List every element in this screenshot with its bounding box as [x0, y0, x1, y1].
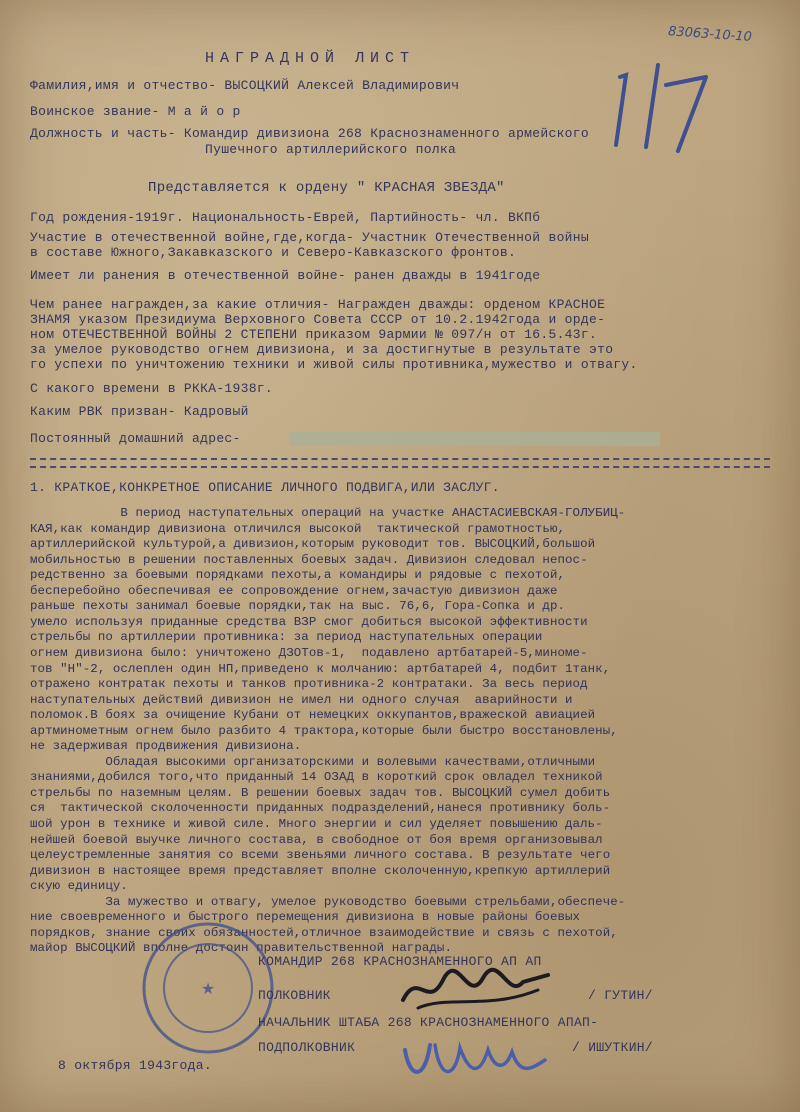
field-awards-4: за умелое руководство огнем дивизиона, и за достигнутые в результате это — [30, 342, 614, 357]
commander-rank: ПОЛКОВНИК — [258, 988, 331, 1003]
field-unit: Пушечного артиллерийского полка — [205, 142, 457, 157]
description-line: поломок.В боях за очищение Кубани от немецких оккупантов,вражеской авиацией — [30, 708, 596, 723]
description-line: наступательных действий дивизион не имел ни одного случая аварийности и — [30, 692, 573, 707]
description-line: редственно за боевыми порядками пехоты,а командиры и рядовые с пехотой, — [30, 568, 566, 583]
field-rank: Воинское звание- М а й о р — [30, 104, 241, 119]
document-title: НАГРАДНОЙ ЛИСТ — [205, 50, 416, 67]
field-name: Фамилия,имя и отчество- ВЫСОЦКИЙ Алексей Владимирович — [30, 78, 460, 93]
field-awards-3: ном ОТЕЧЕСТВЕННОЙ ВОЙНЫ 2 СТЕПЕНИ приказом 9армии № 097/н от 16.5.43г. — [30, 327, 598, 342]
field-position: Должность и часть- Командир дивизиона 268 Краснознаменного армейского — [30, 126, 589, 141]
field-awards-2: ЗНАМЯ указом Президиума Верховного Совета СССР от 10.2.1942года и орде- — [30, 312, 606, 327]
field-draft-office: Каким РВК призван- Кадровый — [30, 404, 249, 419]
field-home-address: Постоянный домашний адрес- — [30, 431, 241, 446]
chief-of-staff-rank: ПОДПОЛКОВНИК — [258, 1040, 356, 1055]
description-line: артиллерийской культурой,а дивизион,которым руководит тов. ВЫСОЦКИЙ,большой — [30, 537, 596, 552]
field-birth: Год рождения-1919г. Национальность-Еврей, Партийность- чл. ВКПб — [30, 210, 541, 225]
field-awards: Чем ранее награжден,за какие отличия- Награжден дважды: орденом КРАСНОЕ — [30, 297, 606, 312]
description-line: шой урон в технике и живой силе. Много энергии и сил уделяет повышению даль- — [30, 817, 603, 831]
archive-number: 83063-10-10 — [667, 24, 753, 45]
redacted-address — [290, 432, 660, 446]
description-line: скую единицу. — [30, 879, 128, 894]
description-line: раньше пехоты занимал боевые порядки,так на выс. 76,6, Гора-Сопка и др. — [30, 599, 566, 614]
commander-signature — [398, 960, 558, 1020]
description-line: ние своевременного и быстрого перемещения дивизиона в новые районы боевых — [30, 910, 581, 925]
field-service-start: С какого времени в РККА-1938г. — [30, 381, 274, 396]
description-line: отражено контратак пехоты и танков противника-2 контратаки. За весь период — [30, 677, 588, 692]
section-title: 1. КРАТКОЕ,КОНКРЕТНОЕ ОПИСАНИЕ ЛИЧНОГО ПОДВИГА,ИЛИ ЗАСЛУГ. — [30, 480, 500, 495]
field-wounds: Имеет ли ранения в отечественной войне- ранен дважды в 1941годе — [30, 268, 541, 283]
description-line: целеустремленные занятия со всеми звеньями личного состава. В результате чего — [30, 848, 611, 863]
chief-of-staff-title: НАЧАЛЬНИК ШТАБА 268 КРАСНОЗНАМЕННОГО АПАП- — [258, 1015, 599, 1030]
commander-title: КОМАНДИР 268 КРАСНОЗНАМЕННОГО АП АП — [258, 954, 542, 969]
description-line: КАЯ,как командир дивизиона отличился высокой тактической грамотностью, — [30, 521, 566, 536]
separator-line — [30, 458, 770, 460]
handwritten-mark — [598, 55, 718, 155]
separator-line — [30, 466, 770, 468]
field-fronts: в составе Южного,Закавказского и Северо-Кавказского фронтов. — [30, 245, 517, 260]
description-line: В период наступательных операций на участке АНАСТАСИЕВСКАЯ-ГОЛУБИЦ- — [30, 506, 626, 520]
description-line: тов "Н"-2, ослеплен один НП,приведено к молчанию: артбатарей 4, подбит 1танк, — [30, 661, 611, 676]
description-line: огнем дивизиона было: уничтожено ДЗОТов-1, подавлено артбатарей-5,миноме- — [30, 645, 588, 660]
description-line: стрельбы по артиллерии противника: за период наступательных операции — [30, 630, 543, 645]
description-line: За мужество и отвагу, умелое руководство боевыми стрельбами,обеспече- — [30, 894, 626, 909]
nomination-line: Представляется к ордену " КРАСНАЯ ЗВЕЗДА" — [148, 180, 505, 196]
commander-name: / ГУТИН/ — [588, 988, 653, 1003]
description-line: дивизион в настоящее время представляет вполне сколоченную,крепкую артиллерий — [30, 863, 611, 878]
description-line: не задерживая продвижения дивизиона. — [30, 739, 302, 754]
unit-stamp — [138, 918, 278, 1058]
description-line: умело используя приданные средства ВЗР смог добиться высокой эффективности — [30, 614, 588, 629]
description-line: ся тактической сколоченности приданных подразделений,нанеся противнику боль- — [30, 801, 611, 816]
description-line: порядков, знание своих обязанностей,отличное взаимодействие и связь с пехотой, — [30, 925, 618, 940]
description-line: мобильностью в решении поставленных боевых задач. Дивизион следовал непос- — [30, 552, 588, 567]
field-war-participation: Участие в отечественной войне,где,когда- Участник Отечественной войны — [30, 230, 589, 245]
description-line: майор ВЫСОЦКИЙ вполне достоин правительственной награды. — [30, 941, 452, 956]
description-line: знаниями,добился того,что приданный 14 ОЗАД в короткий срок овладел техникой — [30, 770, 603, 785]
description-line: артминометным огнем было разбито 4 трактора,которые были быстро восстановлены, — [30, 723, 618, 738]
document-date: 8 октября 1943года. — [58, 1058, 212, 1073]
description-line: Обладая высокими организаторскими и волевыми качествами,отличными — [30, 754, 596, 769]
description-line: нейшей боевой выучке личного состава, в свободное от боя время организовывал — [30, 832, 603, 847]
description-line: бесперебойно обеспечивая ее сопровождение огнем,зачастую дивизион даже — [30, 583, 558, 598]
chief-of-staff-name: / ИШУТКИН/ — [572, 1040, 654, 1055]
chief-signature — [400, 1030, 550, 1090]
svg-text:★: ★ — [200, 979, 216, 998]
field-awards-5: го успехи по уничтожению техники и живой силы противника,мужество и отвагу. — [30, 357, 638, 372]
description-line: стрельбы по наземным целям. В решении боевых задач тов. ВЫСОЦКИЙ сумел добить — [30, 785, 611, 800]
